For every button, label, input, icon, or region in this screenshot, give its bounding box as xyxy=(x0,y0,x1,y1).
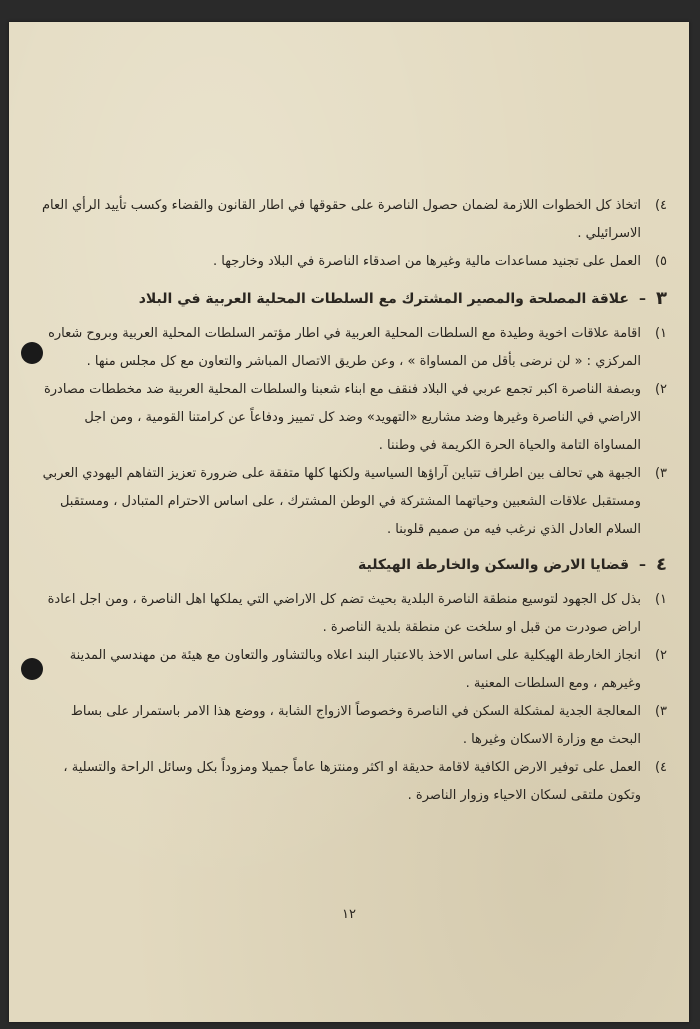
item-text: العمل على تجنيد مساعدات مالية وغيرها من اصدقاء الناصرة في البلاد وخارجها . xyxy=(213,254,641,269)
document-page xyxy=(9,22,689,1022)
item-number: ٥) xyxy=(654,254,667,269)
list-item xyxy=(37,320,667,376)
page-number: ١٢ xyxy=(342,907,356,922)
item-number: ١) xyxy=(654,326,667,341)
item-text: اتخاذ كل الخطوات اللازمة لضمان حصول الناصرة على حقوقها في اطار القانون والقضاء وكسب تأييد الرأي العام الاسرائيلي . xyxy=(41,198,641,241)
section-4-heading xyxy=(37,550,667,580)
item-text: انجاز الخارطة الهيكلية على اساس الاخذ بالاعتبار البند اعلاه وبالتشاور والتعاون مع هيئة من مهندسي المدينة وغيرهم ، ومع السلطات المعنية . xyxy=(69,648,641,691)
item-text: اقامة علاقات اخوية وطيدة مع السلطات المحلية العربية في اطار مؤتمر السلطات المحلية العربية وبروح شعاره المركزي : « لن نرضى بأقل من المساواة » ، وعن طريق الاتصال المباشر والتعاون مع كل مجلس منها . xyxy=(48,326,641,369)
item-number: ٢) xyxy=(654,382,667,397)
item-text: العمل على توفير الارض الكافية لاقامة حديقة او اكثر ومنتزها عاماً جميلا ومزوداً بكل وسائل الراحة والتسلية ، وتكون ملتقى لسكان الاحياء وزوار الناصرة . xyxy=(63,760,641,803)
item-text: المعالجة الجدية لمشكلة السكن في الناصرة وخصوصاً الازواج الشابة ، ووضع هذا الامر باستمرار على بساط البحث مع وزارة الاسكان وغيرها . xyxy=(70,704,641,747)
list-item xyxy=(37,192,667,248)
section-3-heading xyxy=(37,284,667,314)
list-item xyxy=(37,754,667,810)
item-text: الجبهة هي تحالف بين اطراف تتباين آراؤها السياسية ولكنها كلها متفقة على ضرورة تعزيز التفاهم اليهودي العربي ومستقبل علاقات الشعبين وحياتهما المشتركة في الوطن المشترك ، على اساس الاحترام المتبادل ، ومستقبل السلام العادل الذي نرغب فيه من صميم قلوبنا . xyxy=(42,466,641,537)
list-item xyxy=(37,586,667,642)
section-title: علاقة المصلحة والمصير المشترك مع السلطات المحلية العربية في البلاد xyxy=(138,291,629,307)
section-number: ٣ xyxy=(656,288,667,309)
section-dash: – xyxy=(639,557,646,573)
section-number: ٤ xyxy=(656,554,667,575)
item-number: ٢) xyxy=(654,648,667,663)
list-item xyxy=(37,376,667,460)
item-text: بذل كل الجهود لتوسيع منطقة الناصرة البلدية بحيث تضم كل الاراضي التي يملكها اهل الناصرة ، ومن اجل اعادة اراض صودرت من قبل او سلخت عن منطقة بلدية الناصرة . xyxy=(47,592,641,635)
item-number: ٤) xyxy=(654,760,667,775)
document-body xyxy=(37,192,667,810)
list-item xyxy=(37,698,667,754)
item-text: وبصفة الناصرة اكبر تجمع عربي في البلاد فنقف مع ابناء شعبنا والسلطات المحلية العربية ضد مخططات مصادرة الاراضي في الناصرة وغيرها وضد مشاريع «التهويد» وضد كل تمييز ودفاعاً عن كرامتنا القومية ، ومن اجل المساواة التامة والحياة الحرة الكريمة في وطننا . xyxy=(43,382,641,453)
item-number: ٤) xyxy=(654,198,667,213)
item-number: ١) xyxy=(654,592,667,607)
item-number: ٣) xyxy=(654,704,667,719)
section-dash: – xyxy=(639,291,646,307)
list-item xyxy=(37,248,667,276)
section-title: قضايا الارض والسكن والخارطة الهيكلية xyxy=(357,557,629,573)
list-item xyxy=(37,460,667,544)
list-item xyxy=(37,642,667,698)
item-number: ٣) xyxy=(654,466,667,481)
